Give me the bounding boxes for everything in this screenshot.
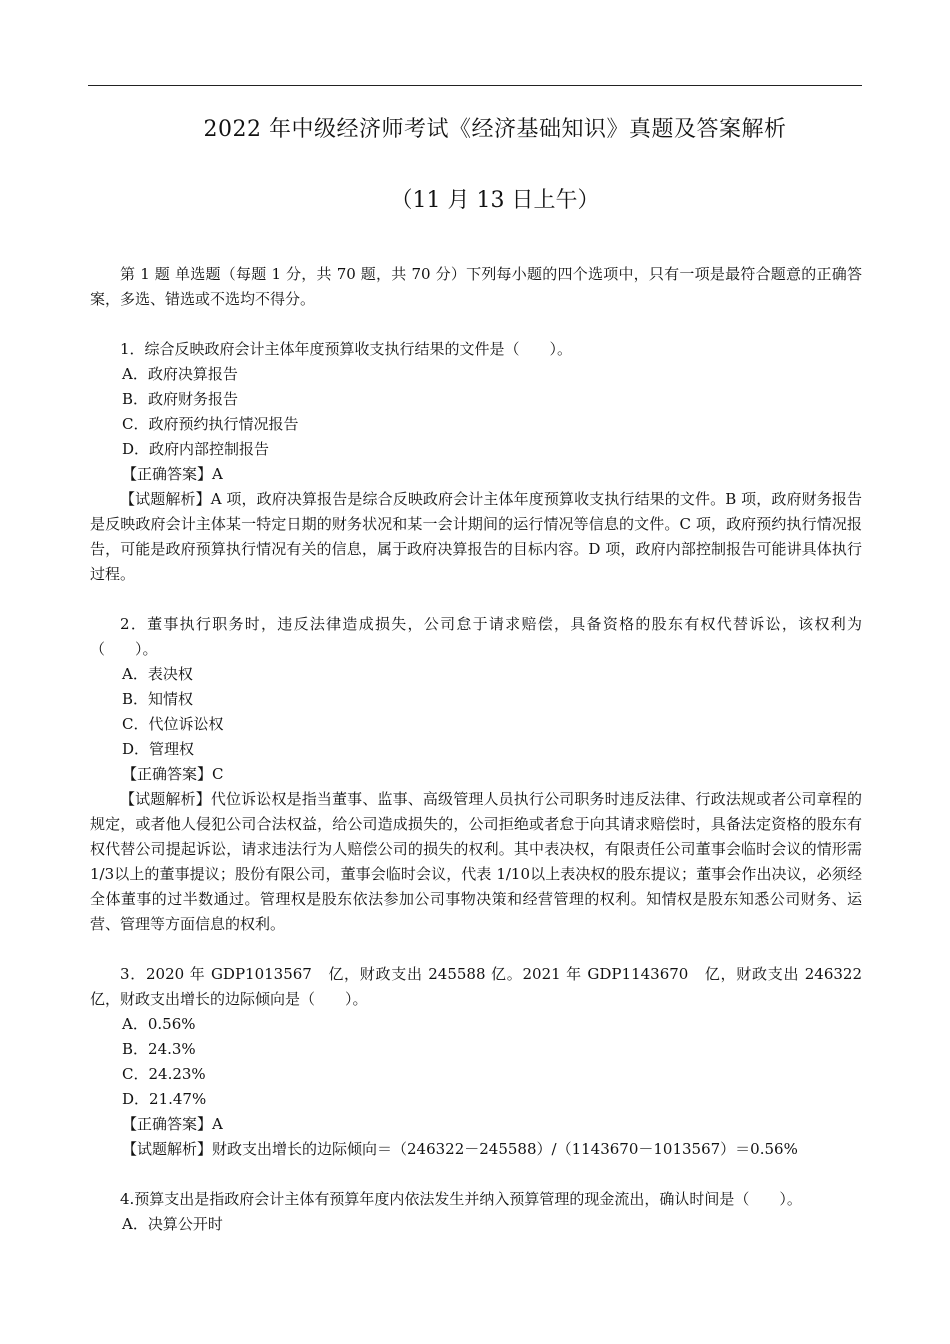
question-4 [90,1187,862,1237]
answer-analysis: 【试题解析】A 项，政府决算报告是综合反映政府会计主体年度预算收支执行结果的文件。B 项，政府财务报告是反映政府会计主体某一特定日期的财务状况和某一会计期间的运行情况等信息的文件。C 项，政府预约执行情况报告，可能是政府预算执行情况有关的信息，属于政府决算报告的目标内容。D 项，政府内部控制报告可能讲具体执行过程。 [90,490,862,583]
correct-answer: 【正确答案】C [122,765,224,783]
option-b: B．知情权 [122,690,194,708]
correct-answer: 【正确答案】A [122,465,223,483]
question-2 [90,612,862,937]
question-stem: 2．董事执行职务时，违反法律造成损失，公司怠于请求赔偿，具备资格的股东有权代替诉讼，该权利为（ ）。 [90,615,862,658]
document-title: 2022 年中级经济师考试《经济基础知识》真题及答案解析 [203,117,787,142]
document-subtitle: （11 月 13 日上午） [390,188,600,213]
option-c: C．24.23% [122,1065,206,1083]
question-stem: 3．2020 年 GDP1013567 亿，财政支出 245588 亿。2021 年 GDP1143670 亿，财政支出 246322 亿，财政支出增长的边际倾向是（ ）。 [90,965,862,1008]
option-b: B．政府财务报告 [122,390,239,408]
option-a: A．政府决算报告 [122,365,238,383]
answer-analysis: 【试题解析】代位诉讼权是指当董事、监事、高级管理人员执行公司职务时违反法律、行政法规或者公司章程的规定，或者他人侵犯公司合法权益，给公司造成损失的，公司拒绝或者怠于向其请求赔偿时，具备法定资格的股东有权代替公司提起诉讼，请求违法行为人赔偿公司的损失的权利。其中表决权，有限责任公司董事会临时会议的情形需 1/3以上的董事提议；股份有限公司，董事会临时会议，代表 1/10以上表决权的股东提议；董事会作出决议，必须经全体董事的过半数通过。管理权是股东依法参加公司事物决策和经营管理的权利。知情权是股东知悉公司财务、运营、管理等方面信息的权利。 [90,790,862,933]
question-stem: 4.预算支出是指政府会计主体有预算年度内依法发生并纳入预算管理的现金流出，确认时间是（ ）。 [120,1190,802,1208]
correct-answer: 【正确答案】A [122,1115,223,1133]
document-body [90,262,862,1237]
option-a: A．0.56% [122,1015,196,1033]
question-1 [90,337,862,587]
question-stem: 1．综合反映政府会计主体年度预算收支执行结果的文件是（ ）。 [120,340,573,358]
option-d: D．政府内部控制报告 [122,440,270,458]
option-d: D．管理权 [122,740,195,758]
header-rule [88,85,862,86]
option-a: A．决算公开时 [122,1215,223,1233]
option-b: B．24.3% [122,1040,196,1058]
answer-analysis: 【试题解析】财政支出增长的边际倾向＝（246322－245588）/（1143670－1013567）＝0.56% [122,1140,798,1158]
option-c: C．政府预约执行情况报告 [122,415,299,433]
section-intro: 第 1 题 单选题（每题 1 分，共 70 题，共 70 分）下列每小题的四个选项中，只有一项是最符合题意的正确答案，多选、错选或不选均不得分。 [90,265,862,308]
option-c: C．代位诉讼权 [122,715,224,733]
question-3 [90,962,862,1162]
option-a: A．表决权 [122,665,193,683]
option-d: D．21.47% [122,1090,207,1108]
